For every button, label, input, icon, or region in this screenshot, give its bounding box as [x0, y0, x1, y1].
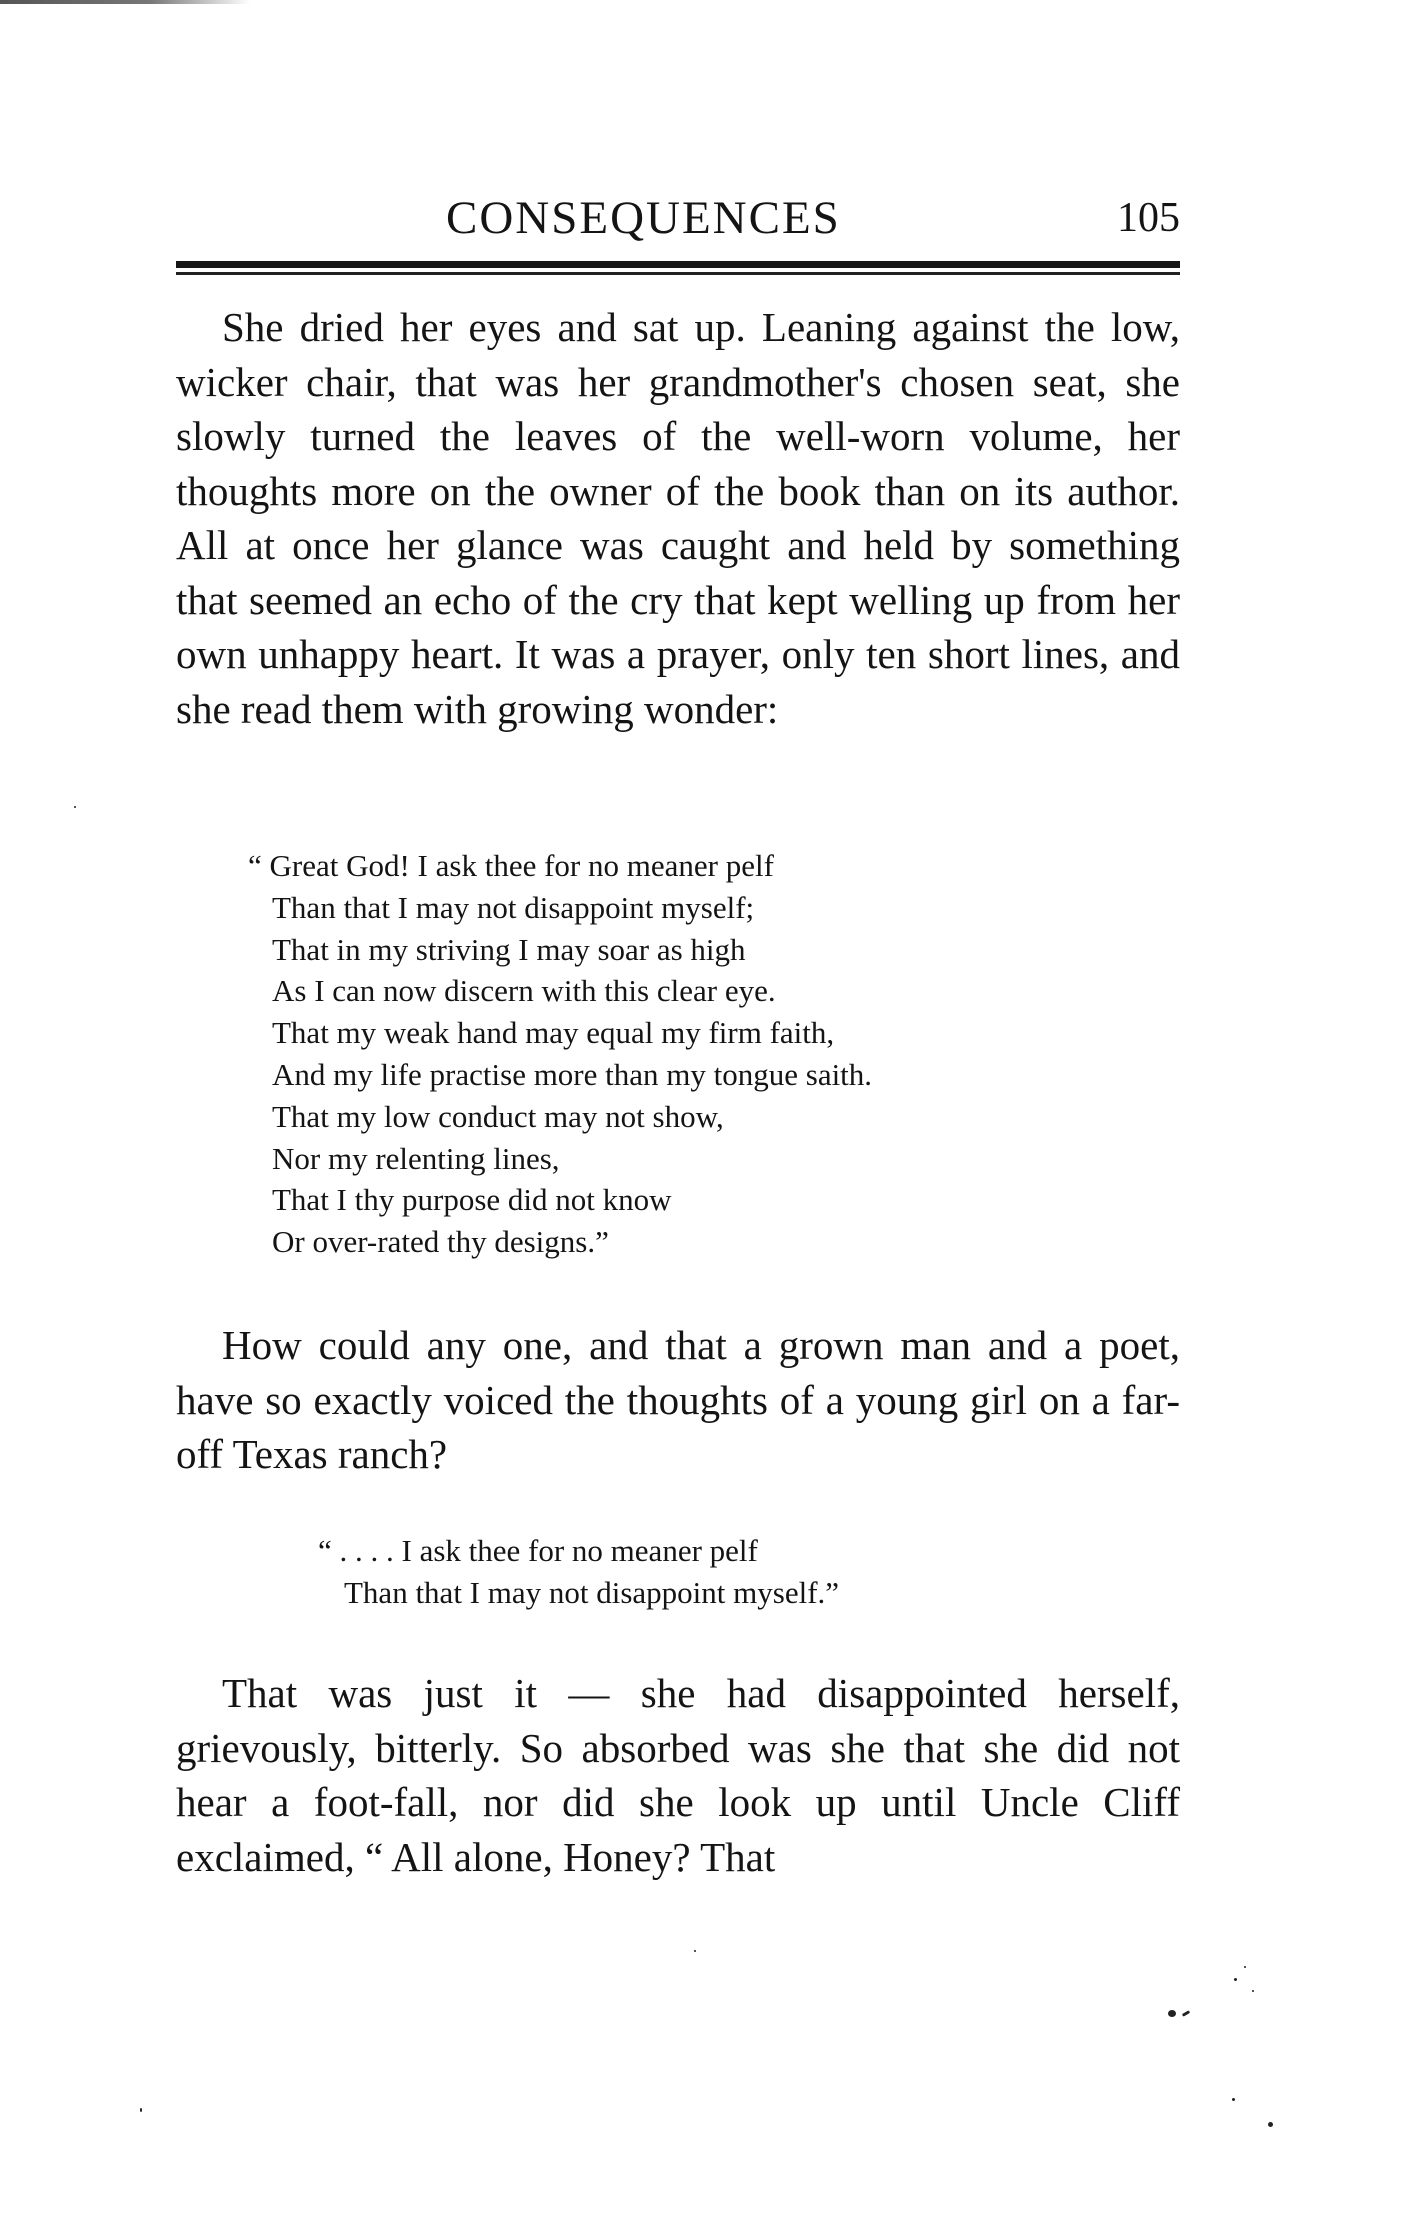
verse-line: Or over-rated thy designs.” [272, 1224, 609, 1260]
verse-block-1 [248, 845, 872, 1263]
running-head: CONSEQUENCES [446, 192, 841, 244]
scan-speck [1234, 1978, 1237, 1981]
verse-line: That my low conduct may not show, [272, 1098, 724, 1134]
page-header [176, 190, 1180, 246]
verse-line: That in my striving I may soar as high [272, 931, 746, 967]
verse-line: That my weak hand may equal my firm faith, [272, 1015, 835, 1051]
verse-line: As I can now discern with this clear eye. [272, 973, 776, 1009]
scan-speck [1182, 2010, 1190, 2017]
paragraph-2: How could any one, and that a grown man and a poet, have so exactly voiced the thoughts of a young girl on a far-off Texas ranch? [176, 1322, 1180, 1477]
verse-line: “ . . . . I ask thee for no meaner pelf [318, 1533, 758, 1568]
verse-line: Nor my relenting lines, [272, 1140, 560, 1176]
page-number: 105 [1117, 195, 1180, 241]
verse-line: That I thy purpose did not know [272, 1182, 672, 1218]
verse-line: “ Great God! I ask thee for no meaner pelf [248, 848, 774, 883]
verse-block-2 [318, 1530, 839, 1614]
verse-line: Than that I may not disappoint myself; [272, 889, 755, 925]
scan-edge-mark [0, 0, 250, 4]
scan-speck [74, 806, 76, 808]
scan-speck [1232, 2098, 1235, 2101]
scan-speck [1244, 1966, 1246, 1968]
header-rule [176, 261, 1180, 277]
header-rule-thick [176, 261, 1180, 268]
header-rule-thin [176, 272, 1180, 275]
scan-speck [1252, 1990, 1254, 1992]
verse-line: Than that I may not disappoint myself.” [344, 1574, 840, 1610]
scan-speck [1268, 2122, 1273, 2127]
scan-speck [140, 2108, 142, 2112]
paragraph-1: She dried her eyes and sat up. Leaning against the low, wicker chair, that was her grandmother's chosen seat, she slowly turned the leaves of the well-worn volume, her thoughts more on the owner of the book than on its author. All at once her glance was caught and held by something that seemed an echo of the cry that kept welling up from her own unhappy heart. It was a prayer, only ten short lines, and she read them with growing wonder: [176, 304, 1180, 732]
scan-speck [694, 1950, 696, 1952]
verse-line: And my life practise more than my tongue saith. [272, 1056, 873, 1092]
scan-speck [1168, 2010, 1176, 2017]
paragraph-3: That was just it — she had disappointed herself, grievously, bitterly. So absorbed was she that she did not hear a foot-fall, nor did she look up until Uncle Cliff exclaimed, “ All alone, Honey? That [176, 1670, 1180, 1880]
